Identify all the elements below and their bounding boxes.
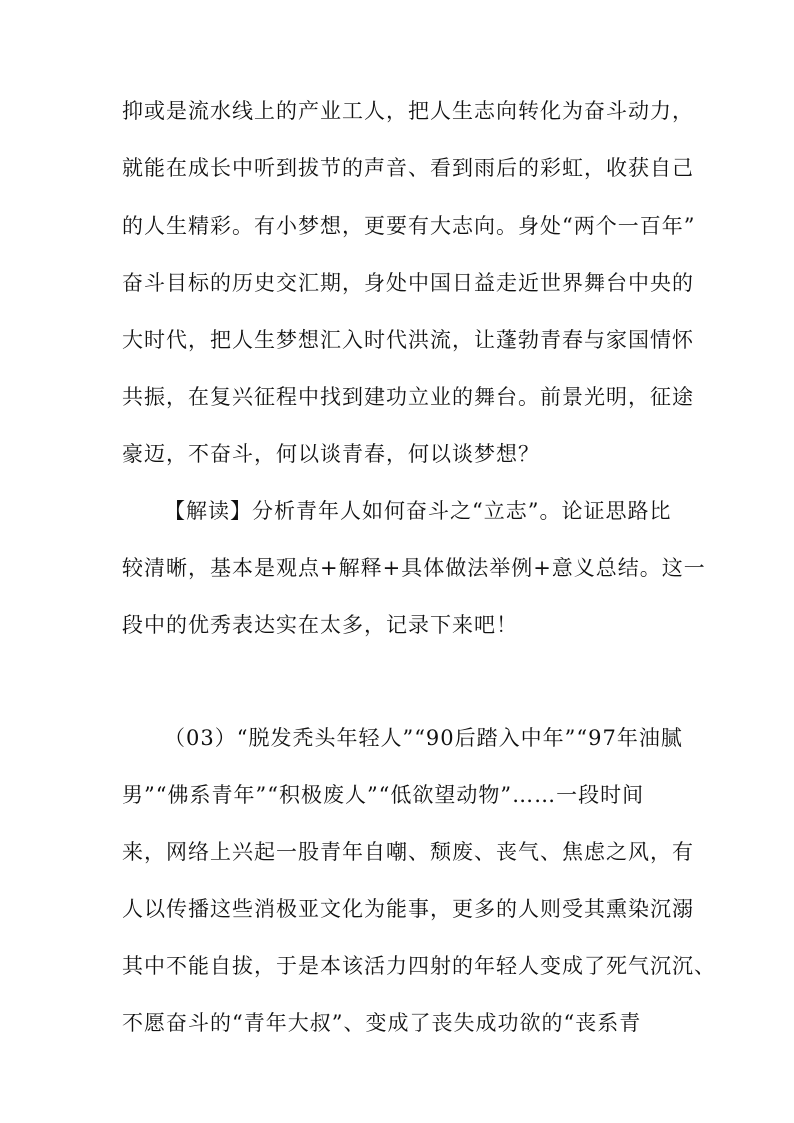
- section-line: 不愿奋斗的“青年大叔”、变成了丧失成功欲的“丧系青: [122, 1011, 642, 1035]
- paragraph-line: 豪迈，不奋斗，何以谈青春，何以谈梦想？: [122, 442, 540, 466]
- section-line: 男”“佛系青年”“积极废人”“低欲望动物”……一段时间: [122, 783, 645, 807]
- section-line: 其中不能自拔，于是本该活力四射的年轻人变成了死气沉沉、: [122, 954, 716, 978]
- section-line: 人以传播这些消极亚文化为能事，更多的人则受其熏染沉溺: [122, 897, 694, 921]
- section-line: （03）“脱发秃头年轻人”“90后踏入中年”“97年油腻: [164, 726, 683, 750]
- section-line: 来，网络上兴起一股青年自嘲、颓废、丧气、焦虑之风，有: [122, 840, 694, 864]
- commentary-line: 较清晰，基本是观点+解释+具体做法举例+意义总结。这一: [122, 556, 706, 580]
- paragraph-line: 奋斗目标的历史交汇期，身处中国日益走近世界舞台中央的: [122, 271, 694, 295]
- paragraph-line: 的人生精彩。有小梦想，更要有大志向。身处“两个一百年”: [122, 214, 696, 238]
- paragraph-line: 共振，在复兴征程中找到建功立业的舞台。前景光明，征途: [122, 385, 694, 409]
- commentary-line: 【解读】分析青年人如何奋斗之“立志”。论证思路比: [164, 499, 672, 523]
- paragraph-line: 大时代，把人生梦想汇入时代洪流，让蓬勃青春与家国情怀: [122, 328, 694, 352]
- paragraph-line: 就能在成长中听到拔节的声音、看到雨后的彩虹，收获自己: [122, 156, 694, 180]
- paragraph-line: 抑或是流水线上的产业工人，把人生志向转化为奋斗动力，: [122, 99, 694, 123]
- commentary-line: 段中的优秀表达实在太多，记录下来吧！: [122, 613, 518, 637]
